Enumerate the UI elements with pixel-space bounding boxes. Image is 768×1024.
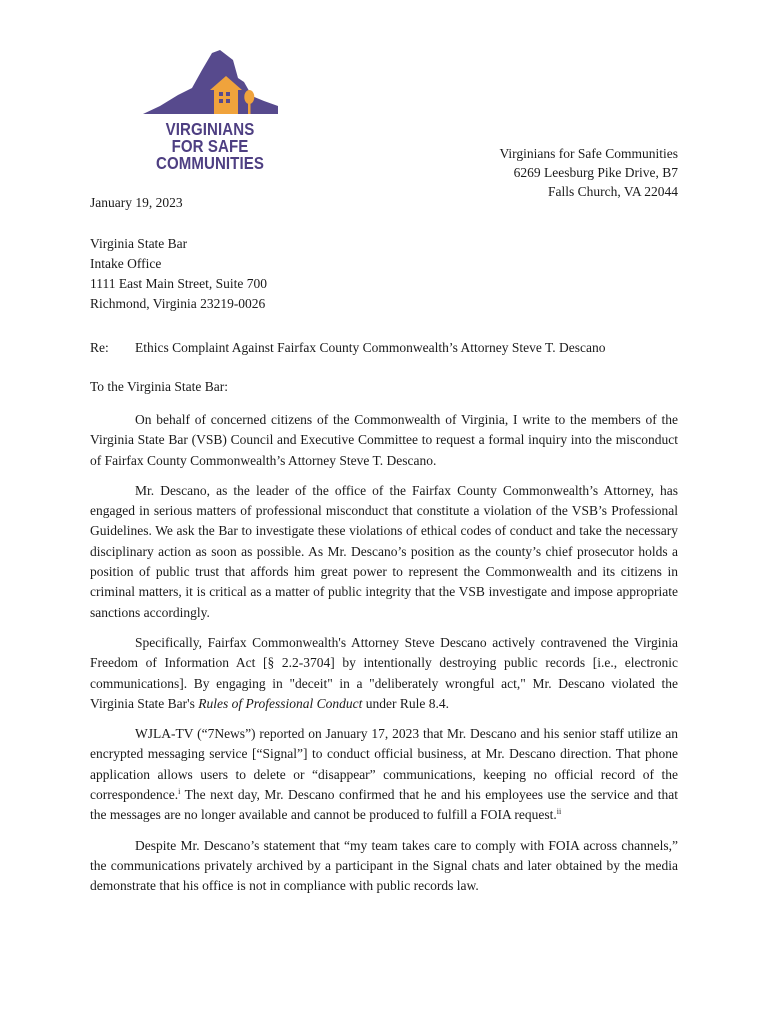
paragraph-5: Despite Mr. Descano’s statement that “my team takes care to comply with FOIA across channels,” the communications privately archived by a participant in the Signal chats and later obtained by the media demonstrate that his office is not in compliance with public records law. — [90, 837, 678, 894]
letter-body — [90, 410, 678, 907]
paragraph-2: Mr. Descano, as the leader of the office of the Fairfax County Commonwealth’s Attorney, has engaged in serious matters of professional misconduct that constitute a violation of the VSB’s Professional Guidelines. We ask the Bar to investigate these violations of ethical codes of conduct and take the necessary disciplinary action as soon as possible. As Mr. Descano’s position as the county’s chief prosecutor holds a position of public trust that affords him great power to represent the Commonwealth and its citizens in criminal matters, it is critical as a matter of public integrity that the VSB investigate and impose appropriate sanctions accordingly. — [90, 482, 678, 620]
recipient-line-2: Intake Office — [90, 256, 162, 271]
paragraph-4 — [90, 724, 678, 825]
recipient-address — [90, 234, 267, 314]
rules-title: Rules of Professional Conduct — [198, 695, 363, 711]
paragraph-4-text-b: The next day, Mr. Descano confirmed that he and his employees use the service and that the messages are no longer available and cannot be produced to fulfill a FOIA request. — [90, 787, 678, 823]
paragraph-4-text-a: WJLA-TV (“7News”) reported on January 17, 2023 that Mr. Descano and his senior staff utilize an encrypted messaging service [“Signal”] to conduct official business, at Mr. Descano direction. That phone application allows users to delete or “disappear” communications, keeping no official record of the correspondence. — [90, 726, 678, 803]
subject-line — [90, 338, 690, 357]
paragraph-3 — [90, 633, 678, 714]
sender-address — [499, 144, 678, 201]
paragraph-3-end: under Rule 8.4. — [362, 695, 449, 711]
logo-line-2: COMMUNITIES — [156, 153, 264, 173]
subject-label: Re: — [90, 340, 109, 355]
logo-wordmark — [150, 121, 270, 172]
footnote-ref-1[interactable]: i — [178, 787, 181, 797]
sender-street: 6269 Leesburg Pike Drive, B7 — [513, 165, 678, 180]
sender-name: Virginians for Safe Communities — [499, 146, 678, 161]
recipient-line-4: Richmond, Virginia 23219-0026 — [90, 296, 266, 311]
logo-line-1: VIRGINIANS FOR SAFE — [165, 119, 255, 156]
organization-logo — [140, 48, 280, 172]
subject-text: Ethics Complaint Against Fairfax County Commonwealth’s Attorney Steve T. Descano — [135, 340, 606, 355]
recipient-line-3: 1111 East Main Street, Suite 700 — [90, 276, 267, 291]
letter-date: January 19, 2023 — [90, 195, 183, 210]
footnote-ref-2[interactable]: ii — [556, 807, 562, 817]
recipient-line-1: Virginia State Bar — [90, 236, 188, 251]
salutation: To the Virginia State Bar: — [90, 379, 228, 394]
paragraph-1: On behalf of concerned citizens of the Commonwealth of Virginia, I write to the members of the Virginia State Bar (VSB) Council and Executive Committee to request a formal inquiry into the misconduct of Fairfax County Commonwealth’s Attorney Steve T. Descano. — [90, 412, 678, 468]
paragraph-3-text: Specifically, Fairfax Commonwealth's Attorney Steve Descano actively contravened the Virginia Freedom of Information Act [§ 2.2-3704] by intentionally destroying public records [i.e., electronic communications]. By engaging in "deceit" in a "deliberately wrongful act," Mr. Descano violated the Virginia State Bar's — [90, 634, 678, 711]
virginia-house-tree-icon — [140, 48, 280, 120]
sender-city: Falls Church, VA 22044 — [547, 184, 678, 199]
